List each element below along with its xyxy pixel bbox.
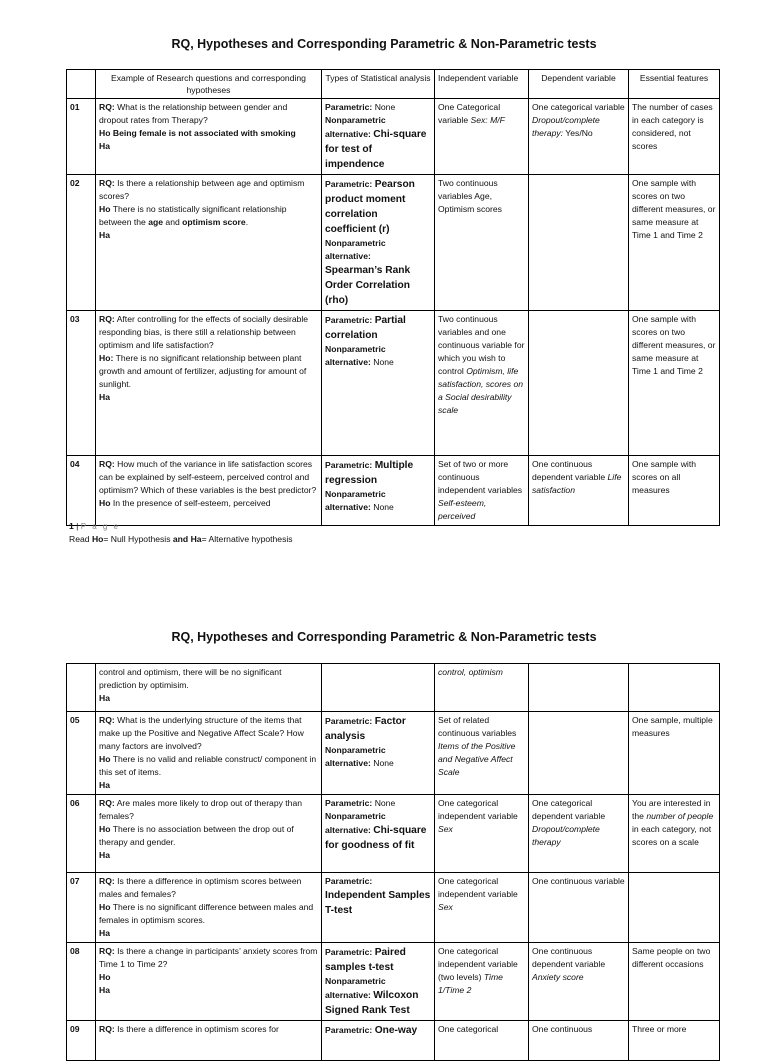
page-separator: |	[76, 521, 79, 531]
independent-text: One categorical independent variable	[438, 876, 518, 899]
header-number	[67, 70, 96, 99]
table-row	[67, 175, 720, 311]
tests-table-continued	[66, 663, 720, 1061]
dependent-cell	[529, 943, 629, 1021]
features-cell: One sample, multiple measures	[629, 712, 720, 795]
row-number: 05	[67, 712, 96, 795]
ha-label: Ha	[99, 928, 110, 938]
nonparametric-label: Nonparametric alternative:	[325, 745, 386, 768]
analysis-cell	[322, 943, 435, 1021]
ho-label: Ho	[99, 498, 111, 508]
nonparametric-value: Chi-square for test of impendence	[325, 129, 427, 170]
parametric-value: Partial correlation	[325, 315, 406, 341]
table-row	[67, 1021, 720, 1061]
row-number: 08	[67, 943, 96, 1021]
nonparametric-value: Chi-square for goodness of fit	[325, 825, 427, 851]
ho-text: Being female is not associated with smoking	[112, 128, 296, 138]
independent-italic: Time 1/Time 2	[438, 972, 503, 995]
footer-read: Read	[69, 534, 90, 544]
rq-label: RQ:	[99, 102, 115, 112]
independent-text: Two continuous variables and one continuous variable for which you wish to control	[438, 314, 525, 376]
ho-label: Ho	[99, 902, 111, 912]
rq-cell	[96, 712, 322, 795]
independent-text: Set of related continuous variables	[438, 715, 517, 738]
analysis-cell	[322, 712, 435, 795]
dependent-cell	[529, 99, 629, 175]
ho-text: There is no statistically significant relationship between the	[99, 204, 287, 227]
footer-ho-text: = Null Hypothesis	[103, 534, 171, 544]
ho-text: .	[245, 217, 249, 227]
rq-cell	[96, 943, 322, 1021]
dependent-italic: Anxiety score	[532, 972, 584, 982]
parametric-label: Parametric:	[325, 798, 373, 808]
ho-label: Ho	[99, 204, 111, 214]
features-cell: The number of cases in each category is considered, not scores	[629, 99, 720, 175]
table-row	[67, 712, 720, 795]
independent-italic: Optimism, life satisfaction, scores on a Social desirability scale	[438, 366, 524, 415]
row-number: 03	[67, 311, 96, 456]
independent-text: One categorical independent variable	[438, 798, 518, 821]
nonparametric-value: Spearman’s Rank Order Correlation (rho)	[325, 265, 411, 306]
nonparametric-value: Wilcoxon Signed Rank Test	[325, 990, 419, 1016]
dependent-text: One continuous dependent variable	[532, 946, 606, 969]
analysis-cell	[322, 1021, 435, 1061]
dependent-cell	[529, 175, 629, 311]
independent-cell	[435, 664, 529, 712]
rq-text: Are males more likely to drop out of therapy than females?	[99, 798, 303, 821]
parametric-value: Independent Samples T-test	[325, 890, 431, 916]
parametric-value: Paired samples t-test	[325, 947, 406, 973]
dependent-italic: Life satisfaction	[532, 472, 622, 495]
rq-cell	[96, 795, 322, 873]
parametric-value: Factor analysis	[325, 716, 406, 742]
ho-label: Ho	[99, 972, 111, 982]
table-row	[67, 311, 720, 456]
nonparametric-label: Nonparametric alternative:	[325, 976, 386, 1000]
dependent-text: One continuous dependent variable	[532, 459, 606, 482]
rq-text: Is there a change in participants’ anxiety scores from Time 1 to Time 2?	[99, 946, 318, 969]
parametric-label: Parametric:	[325, 716, 373, 726]
dependent-cell: One continuous variable	[529, 873, 629, 943]
independent-cell	[435, 311, 529, 456]
analysis-cell	[322, 175, 435, 311]
independent-italic: Sex	[438, 824, 453, 834]
features-cell	[629, 795, 720, 873]
features-cell: Three or more	[629, 1021, 720, 1061]
independent-cell	[435, 456, 529, 526]
features-text: in each category, not scores on a scale	[632, 824, 712, 847]
table-row	[67, 456, 720, 526]
nonparametric-value: None	[373, 357, 394, 367]
row-number: 09	[67, 1021, 96, 1061]
nonparametric-label: Nonparametric alternative:	[325, 115, 386, 139]
dependent-cell	[529, 712, 629, 795]
parametric-label: Parametric:	[325, 102, 373, 112]
ho-text: There is no association between the drop out of therapy and gender.	[99, 824, 294, 847]
analysis-cell	[322, 311, 435, 456]
ho-label: Ho	[99, 824, 111, 834]
dependent-cell: One continuous	[529, 1021, 629, 1061]
nonparametric-label: Nonparametric alternative:	[325, 811, 386, 835]
parametric-value: Multiple regression	[325, 460, 414, 486]
footer-ha-text: = Alternative hypothesis	[201, 534, 293, 544]
dependent-cell	[529, 795, 629, 873]
independent-cell	[435, 712, 529, 795]
rq-text: How much of the variance in life satisfaction scores can be explained by self-esteem, perceived control and optimism? Which of these variables is the best predictor?	[99, 459, 317, 495]
rq-label: RQ:	[99, 314, 115, 324]
footer-ha: Ha	[190, 534, 202, 544]
rq-label: RQ:	[99, 1024, 115, 1034]
ha-label: Ha	[99, 985, 110, 995]
rq-text: What is the relationship between gender and dropout rates from Therapy?	[99, 102, 288, 125]
parametric-label: Parametric:	[325, 876, 373, 886]
independent-italic: Self-esteem, perceived	[438, 498, 487, 521]
parametric-label: Parametric:	[325, 947, 373, 957]
independent-text: Set of two or more continuous independent variables	[438, 459, 523, 495]
row-number: 01	[67, 99, 96, 175]
row-number: 02	[67, 175, 96, 311]
analysis-cell	[322, 456, 435, 526]
rq-cell	[96, 873, 322, 943]
nonparametric-label: Nonparametric alternative:	[325, 344, 386, 367]
parametric-label: Parametric:	[325, 1025, 373, 1035]
independent-italic: control, optimism	[438, 667, 503, 677]
table-header-row	[67, 70, 720, 99]
ho-label: Ho	[99, 353, 111, 363]
page-number: 1	[69, 521, 74, 531]
features-cell: One sample with scores on two different measures, or same measure at Time 1 and Time 2	[629, 311, 720, 456]
nonparametric-value: None	[373, 758, 394, 768]
dependent-italic: Dropout/complete therapy:	[532, 115, 600, 138]
row-number	[67, 664, 96, 712]
ho-text: There is no significant difference between males and females in optimism scores.	[99, 902, 314, 925]
table-row	[67, 873, 720, 943]
rq-text: What is the underlying structure of the items that make up the Positive and Negative Affect Scale? How many factors are involved?	[99, 715, 304, 751]
parametric-label: Parametric:	[325, 460, 373, 470]
rq-label: RQ:	[99, 798, 115, 808]
parametric-label: Parametric:	[325, 315, 373, 325]
parametric-value: One-way	[374, 1025, 418, 1036]
rq-label: RQ:	[99, 178, 115, 188]
dependent-text: One categorical variable	[532, 102, 625, 112]
independent-cell: One categorical	[435, 1021, 529, 1061]
rq-cell: RQ: After controlling for the effects of socially desirable responding bias, is there still a relationship between optimism and life satisfaction? Ho: There is no significant relationship between plant growth and amount of fertilizer, adjusting for amount of sunlight. Ha	[96, 311, 322, 456]
rq-text: Is there a difference in optimism scores for	[117, 1024, 279, 1034]
page-title: RQ, Hypotheses and Corresponding Parametric & Non-Parametric tests	[171, 37, 597, 51]
rq-cell	[96, 1021, 322, 1061]
page-title-repeat: RQ, Hypotheses and Corresponding Parametric & Non-Parametric tests	[171, 630, 597, 644]
page-label: P a g e	[80, 522, 121, 531]
ho-text: control and optimism, there will be no significant prediction by optimisim.	[99, 667, 282, 690]
ha-label: Ha	[99, 780, 110, 790]
row-number: 04	[67, 456, 96, 526]
table-row	[67, 943, 720, 1021]
tests-table	[66, 69, 720, 526]
header-independent: Independent variable	[435, 70, 529, 99]
row-number: 06	[67, 795, 96, 873]
independent-cell	[435, 795, 529, 873]
features-cell: One sample with scores on all measures	[629, 456, 720, 526]
dependent-italic: Dropout/complete therapy	[532, 824, 600, 847]
analysis-cell	[322, 664, 435, 712]
analysis-cell	[322, 873, 435, 943]
rq-label: RQ:	[99, 876, 115, 886]
ho-bold: age	[148, 217, 164, 227]
ha-label: Ha	[99, 392, 110, 402]
nonparametric-label: Nonparametric alternative:	[325, 489, 386, 512]
features-text: You are interested in the	[632, 798, 711, 821]
rq-cell	[96, 175, 322, 311]
parametric-value: None	[374, 798, 396, 808]
parametric-label: Parametric:	[325, 179, 373, 189]
parametric-value: None	[374, 102, 396, 112]
header-example: Example of Research questions and corresponding hypotheses	[96, 70, 322, 99]
rq-text: Is there a difference in optimism scores between males and females?	[99, 876, 302, 899]
rq-text: After controlling for the effects of socially desirable responding bias, is there still a relationship between optimism and life satisfaction?	[99, 314, 309, 350]
header-features: Essential features	[629, 70, 720, 99]
rq-label: RQ:	[99, 715, 115, 725]
table-row	[67, 664, 720, 712]
row-number: 07	[67, 873, 96, 943]
rq-cell	[96, 99, 322, 175]
features-cell: One sample with scores on two different measures, or same measure at Time 1 and Time 2	[629, 175, 720, 311]
dependent-cell	[529, 311, 629, 456]
footer-and: and	[172, 534, 189, 544]
features-cell	[629, 664, 720, 712]
independent-cell	[435, 943, 529, 1021]
features-cell: Same people on two different occasions	[629, 943, 720, 1021]
ha-label: Ha	[99, 141, 110, 151]
dependent-cell	[529, 456, 629, 526]
independent-cell: Two continuous variables Age, Optimism scores	[435, 175, 529, 311]
independent-cell	[435, 873, 529, 943]
dependent-text: One categorical dependent variable	[532, 798, 606, 821]
independent-text: One categorical independent variable (two levels)	[438, 946, 518, 982]
page-footer	[69, 520, 293, 546]
footer-ho: Ho	[91, 534, 104, 544]
dependent-tail: Yes/No	[565, 128, 593, 138]
table-row	[67, 99, 720, 175]
ha-label: Ha	[99, 230, 110, 240]
rq-text: Is there a relationship between age and optimism scores?	[99, 178, 305, 201]
ho-label: Ho	[99, 754, 111, 764]
independent-italic: Sex	[438, 902, 453, 912]
header-types: Types of Statistical analysis	[322, 70, 435, 99]
analysis-cell	[322, 795, 435, 873]
ho-text: There is no significant relationship between plant growth and amount of fertilizer, adjusting for amount of sunlight.	[99, 353, 307, 389]
independent-cell	[435, 99, 529, 175]
parametric-value: Pearson product moment correlation coefficient (r)	[325, 179, 415, 235]
ha-label: Ha	[99, 850, 110, 860]
independent-text: One Categorical variable	[438, 102, 501, 125]
dependent-cell	[529, 664, 629, 712]
table-row	[67, 795, 720, 873]
rq-cell	[96, 664, 322, 712]
nonparametric-value: None	[373, 502, 394, 512]
header-dependent: Dependent variable	[529, 70, 629, 99]
nonparametric-label: Nonparametric alternative:	[325, 238, 386, 261]
ho-text: There is no valid and reliable construct/ component in this set of items.	[99, 754, 317, 777]
ho-label: Ho	[99, 128, 111, 138]
features-cell	[629, 873, 720, 943]
rq-cell	[96, 456, 322, 526]
ho-text: and	[165, 217, 180, 227]
ha-label: Ha	[99, 693, 110, 703]
ho-bold: optimism score	[182, 217, 246, 227]
analysis-cell	[322, 99, 435, 175]
rq-label: RQ:	[99, 946, 115, 956]
features-italic: number of people	[646, 811, 714, 821]
ho-text: In the presence of self-esteem, perceived	[112, 498, 271, 508]
independent-italic: Items of the Positive and Negative Affect Scale	[438, 741, 516, 777]
rq-label: RQ:	[99, 459, 115, 469]
independent-italic: Sex: M/F	[470, 115, 505, 125]
